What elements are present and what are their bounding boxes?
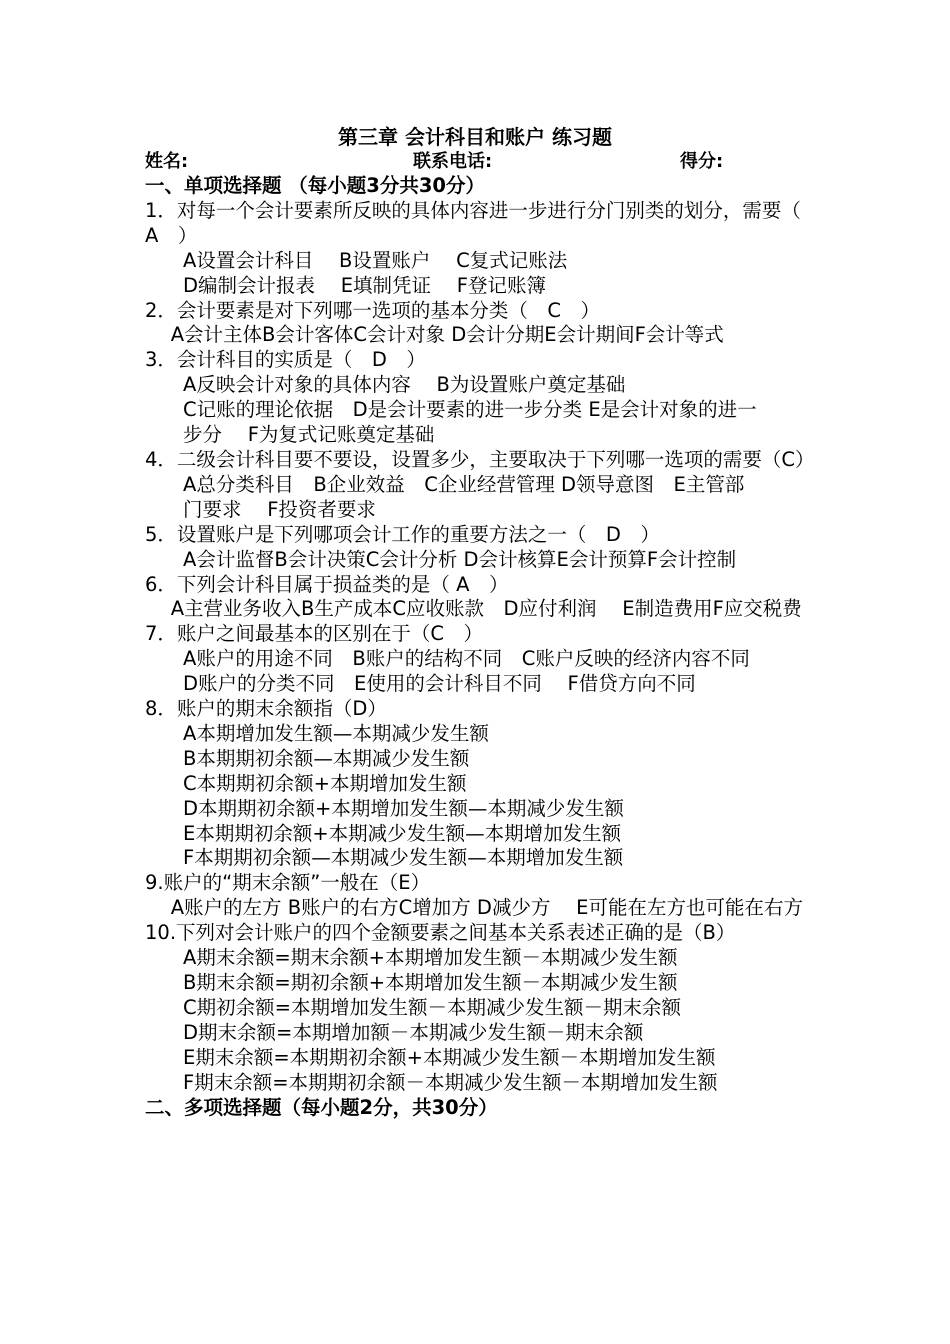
text-line: 步分 F为复式记账奠定基础 [183,423,435,447]
text-line: 4．二级会计科目要不要设，设置多少，主要取决于下列哪一选项的需要（C） [145,447,815,471]
text-line: 1．对每一个会计要素所反映的具体内容进一步进行分门别类的划分，需要（ A ） [145,198,821,247]
text-line: D账户的分类不同 E使用的会计科目不同 F借贷方向不同 [183,672,696,696]
text-line: 8．账户的期末余额指（D） [145,697,387,721]
text-line: A会计监督B会计决策C会计分析 D会计核算E会计预算F会计控制 [183,547,737,571]
name-label: 姓名: [145,151,189,172]
text-line: F本期期初余额—本期减少发生额—本期增加发生额 [183,846,624,870]
text-line: 门要求 F投资者要求 [183,497,376,521]
text-line: C期初余额=本期增加发生额－本期减少发生额－期末余额 [183,995,681,1019]
text-line: 6．下列会计科目属于损益类的是（ A ） [145,572,509,596]
text-line: F期末余额=本期期初余额－本期减少发生额－本期增加发生额 [183,1070,718,1094]
text-line: A账户的用途不同 B账户的结构不同 C账户反映的经济内容不同 [183,647,750,671]
text-line: 10.下列对会计账户的四个金额要素之间基本关系表述正确的是（B） [145,921,736,945]
phone-label: 联系电话: [413,151,493,172]
text-line: A设置会计科目 B设置账户 C复式记账法 [183,248,568,272]
score-label: 得分: [680,151,724,172]
text-line: A账户的左方 B账户的右方C增加方 D减少方 E可能在左方也可能在右方 [145,896,803,920]
page-title: 第三章 会计科目和账户 练习题 [338,125,612,149]
text-line: A反映会计对象的具体内容 B为设置账户奠定基础 [183,373,626,397]
text-line: 3．会计科目的实质是（ D ） [145,348,426,372]
text-line: D本期期初余额+本期增加发生额—本期减少发生额 [183,796,624,820]
question-list [145,174,850,1120]
text-line: 5．设置账户是下列哪项会计工作的重要方法之一（ D ） [145,522,660,546]
student-info-row [145,150,845,174]
text-line: B期末余额=期初余额+本期增加发生额－本期减少发生额 [183,971,678,994]
text-line: A本期增加发生额—本期减少发生额 [183,721,489,745]
text-line: 9.账户的“期末余额”一般在（E） [145,871,431,895]
text-line: 7．账户之间最基本的区别在于（C ） [145,622,484,646]
text-line: E本期期初余额+本期减少发生额—本期增加发生额 [183,821,622,845]
text-line: E期末余额=本期期初余额+本期减少发生额－本期增加发生额 [183,1045,716,1069]
section-heading: 一、单项选择题 （每小题3分共30分） [145,174,485,197]
text-line: A期末余额=期末余额+本期增加发生额－本期减少发生额 [183,946,678,970]
text-line: A主营业务收入B生产成本C应收账款 D应付利润 E制造费用F应交税费 [145,597,802,621]
text-line: C记账的理论依据 D是会计要素的进一步分类 E是会计对象的进一 [183,398,757,422]
text-line: 2．会计要素是对下列哪一选项的基本分类（ C ） [145,298,601,322]
section-heading: 二、多项选择题（每小题2分，共30分） [145,1095,498,1119]
text-line: D编制会计报表 E填制凭证 F登记账簿 [183,273,546,297]
text-line: C本期期初余额+本期增加发生额 [183,771,467,795]
text-line: A总分类科目 B企业效益 C企业经营管理 D领导意图 E主管部 [183,472,745,496]
text-line: D期末余额=本期增加额－本期减少发生额－期末余额 [183,1020,644,1044]
text-line: B本期期初余额—本期减少发生额 [183,746,470,770]
text-line: A会计主体B会计客体C会计对象 D会计分期E会计期间F会计等式 [145,323,724,347]
